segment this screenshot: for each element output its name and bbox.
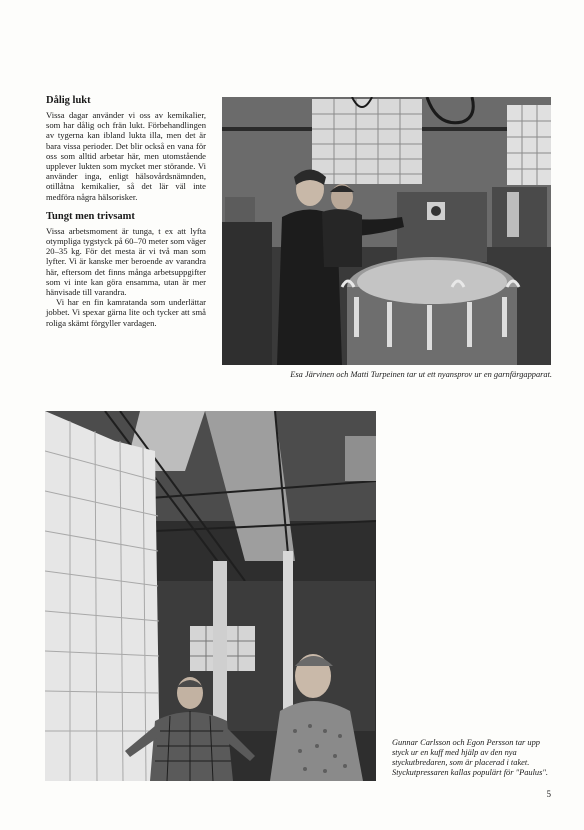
section-heading-tungt-men-trivsamt: Tungt men trivsamt	[46, 210, 135, 222]
page-number: 5	[546, 789, 551, 799]
photo-dyeing-apparatus-illustration	[222, 97, 551, 365]
section-paragraph: Vissa dagar använder vi oss av kemikalier, som har dålig och frän lukt. Förbehandlingen av tygerna kan ibland lukta illa, men det är bara vissa perioder. Det blir också en vana för oss som alltid arbetar här, men utomstående upplever lukten som mycket mer störande. Vi använder inga, enligt hälsovårdsnämnden, otillåtna kemikalier, så det lär väl inte medföra några hälsorisker.	[46, 110, 206, 202]
section-heading-dalig-lukt: Dålig lukt	[46, 95, 91, 106]
photo-dyeing-apparatus	[222, 97, 551, 365]
section-paragraph: Vissa arbetsmoment är tunga, t ex att lyfta otympliga tygstyck på 60–70 meter som väger 20–35 kg. För det mesta är vi två man som lyfter. Vi är kanske mer beroende av varandra här, eftersom det finns många arbetsuppgifter som vi inte kan göra ensamma, utan är mer hänvisade till varandra.	[46, 225, 206, 298]
photo-factory-hall-illustration	[45, 411, 376, 781]
section-paragraph: Vi har en fin kamratanda som underlättar jobbet. Vi spexar gärna lite och tycker att små roliga skämt förgyller vardagen.	[46, 297, 206, 328]
photo-factory-hall	[45, 411, 376, 781]
photo-caption-top: Esa Järvinen och Matti Turpeinen tar ut ett nyansprov ur en garnfärgapparat.	[290, 370, 552, 379]
photo-caption-bottom: Gunnar Carlsson och Egon Persson tar upp styck ur en kuff med hjälp av den nya styckutbredaren, som är placerad i taket. Styckutpressaren kallas populärt för "Paulus".	[392, 738, 548, 777]
article-text-column	[46, 95, 206, 328]
